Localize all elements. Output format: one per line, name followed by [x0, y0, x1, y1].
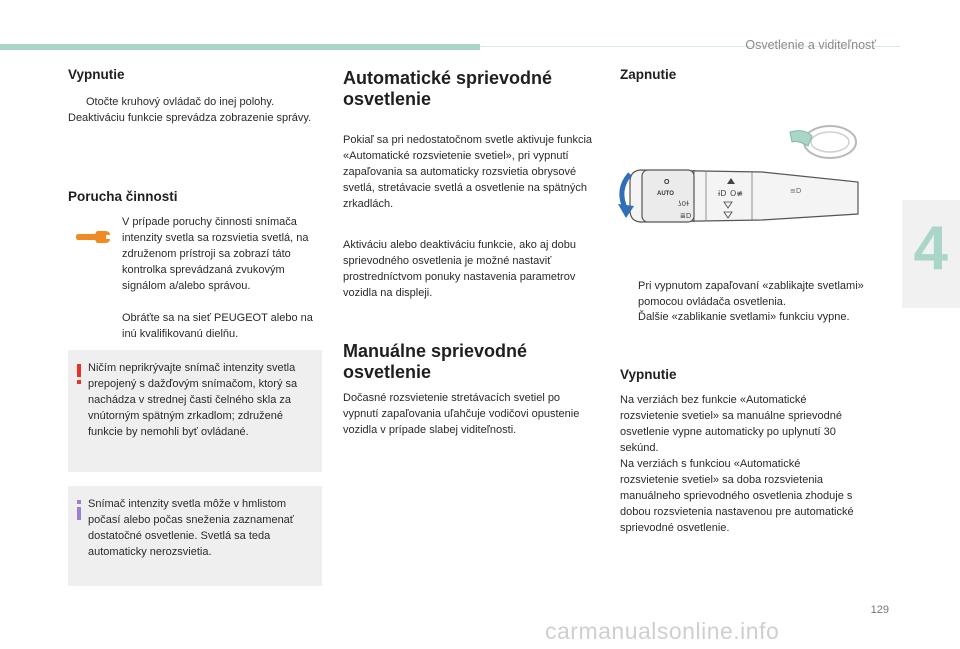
section-title: Osvetlenie a viditeľnosť	[745, 38, 876, 52]
chapter-number: 4	[913, 214, 948, 283]
header-accent-bar	[0, 44, 480, 50]
paragraph: Pokiaľ sa pri nedostatočnom svetle aktivuje funkcia «Automatické rozsvietenie svetiel», pri vypnutí zapaľovania sa automaticky rozsvietia obrysové svetlá, stretávacie svetlá a osvetlenie na spätných zrkadlách.	[343, 134, 593, 210]
warning-text: Ničím neprikrývajte snímač intenzity svetla prepojený s dažďovým snímačom, ktorý sa nachádza v strednej časti čelného skla za vnútorným spätným zrkadlom; združené funkcie by nemohli byť ovládané.	[88, 362, 298, 438]
watermark: carmanualsonline.info	[545, 618, 780, 644]
heading-vypnutie-2: Vypnutie	[620, 367, 677, 382]
headlamp-flash-icon: ≡D	[790, 187, 802, 195]
bullet-text: Pri vypnutom zapaľovaní «zablikajte svetlami» pomocou ovládača osvetlenia.	[638, 280, 864, 308]
warning-box	[68, 350, 322, 472]
paragraph: Na verziách s funkciou «Automatické rozsvietenie svetiel» sa doba rozsvietenia manuálneho sprievodného osvetlenia zhoduje s dobou rozsvietenia nastavenou pre automatické sprievodné osvetlenie.	[620, 458, 854, 534]
paragraph: V prípade poruchy činnosti snímača intenzity svetla sa rozsvietia svetlá, na združenom prístroji sa zobrazí táto kontrolka sprevádzaná zvukovým signálom a/alebo správou.	[122, 216, 309, 292]
bullet-text: Ďalšie «zablikanie svetlami» funkciu vypne.	[638, 311, 850, 323]
light-stalk-illustration	[612, 118, 862, 230]
paragraph: Na verziách bez funkcie «Automatické rozsvietenie svetiel» sa manuálne sprievodné osvetlenie vypne automaticky po uplynutí 30 sekúnd.	[620, 394, 842, 454]
heading-line: Automatické sprievodné	[343, 68, 553, 88]
heading-porucha: Porucha činnosti	[68, 189, 178, 204]
heading-zapnutie: Zapnutie	[620, 67, 677, 82]
heading-line: osvetlenie	[343, 362, 432, 382]
page-number: 129	[870, 604, 889, 616]
front-fog-icon: ɨD	[718, 189, 727, 198]
wrench-icon	[75, 230, 111, 244]
heading-vypnutie: Vypnutie	[68, 67, 125, 82]
paragraph: Aktiváciu alebo deaktiváciu funkcie, ako aj dobu sprievodného osvetlenia je možné nastaviť prostredníctvom ponuky nastavenia parametrov vozidla na displeji.	[343, 239, 576, 299]
paragraph: Dočasné rozsvietenie stretávacích svetiel po vypnutí zapaľovania uľahčuje vodičovi opustenie vozidla v prípade slabej viditeľnosti.	[343, 392, 580, 436]
info-icon	[76, 500, 82, 520]
stalk-body	[630, 170, 858, 222]
heading-line: Manuálne sprievodné	[343, 341, 528, 361]
paragraph: Obráťte sa na sieť PEUGEOT alebo na inú kvalifikovanú dielňu.	[122, 312, 313, 340]
bullet-item	[68, 94, 318, 110]
stalk-auto-label: AUTO	[657, 191, 674, 197]
bullet-item	[620, 278, 870, 310]
dipped-beam-icon: ≣D	[680, 212, 692, 220]
steering-wheel-icon	[790, 126, 856, 158]
warning-exclamation-icon	[76, 364, 82, 384]
info-box	[68, 486, 322, 586]
sidelight-icon: ʖ0ɬ	[678, 200, 690, 208]
heading-automaticke	[343, 68, 552, 110]
bullet-item	[620, 309, 870, 325]
heading-line: osvetlenie	[343, 89, 432, 109]
paragraph: Deaktiváciu funkcie sprevádza zobrazenie správy.	[68, 112, 312, 124]
heading-manualne	[343, 341, 527, 383]
info-text: Snímač intenzity svetla môže v hmlistom počasí alebo počas sneženia zaznamenať dostatočné osvetlenie. Svetlá sa teda automaticky nerozsvietia.	[88, 498, 294, 558]
rear-fog-icon: O≢	[730, 189, 743, 198]
stalk-zero-label: O	[664, 179, 670, 186]
bullet-text: Otočte kruhový ovládač do inej polohy.	[86, 96, 275, 108]
